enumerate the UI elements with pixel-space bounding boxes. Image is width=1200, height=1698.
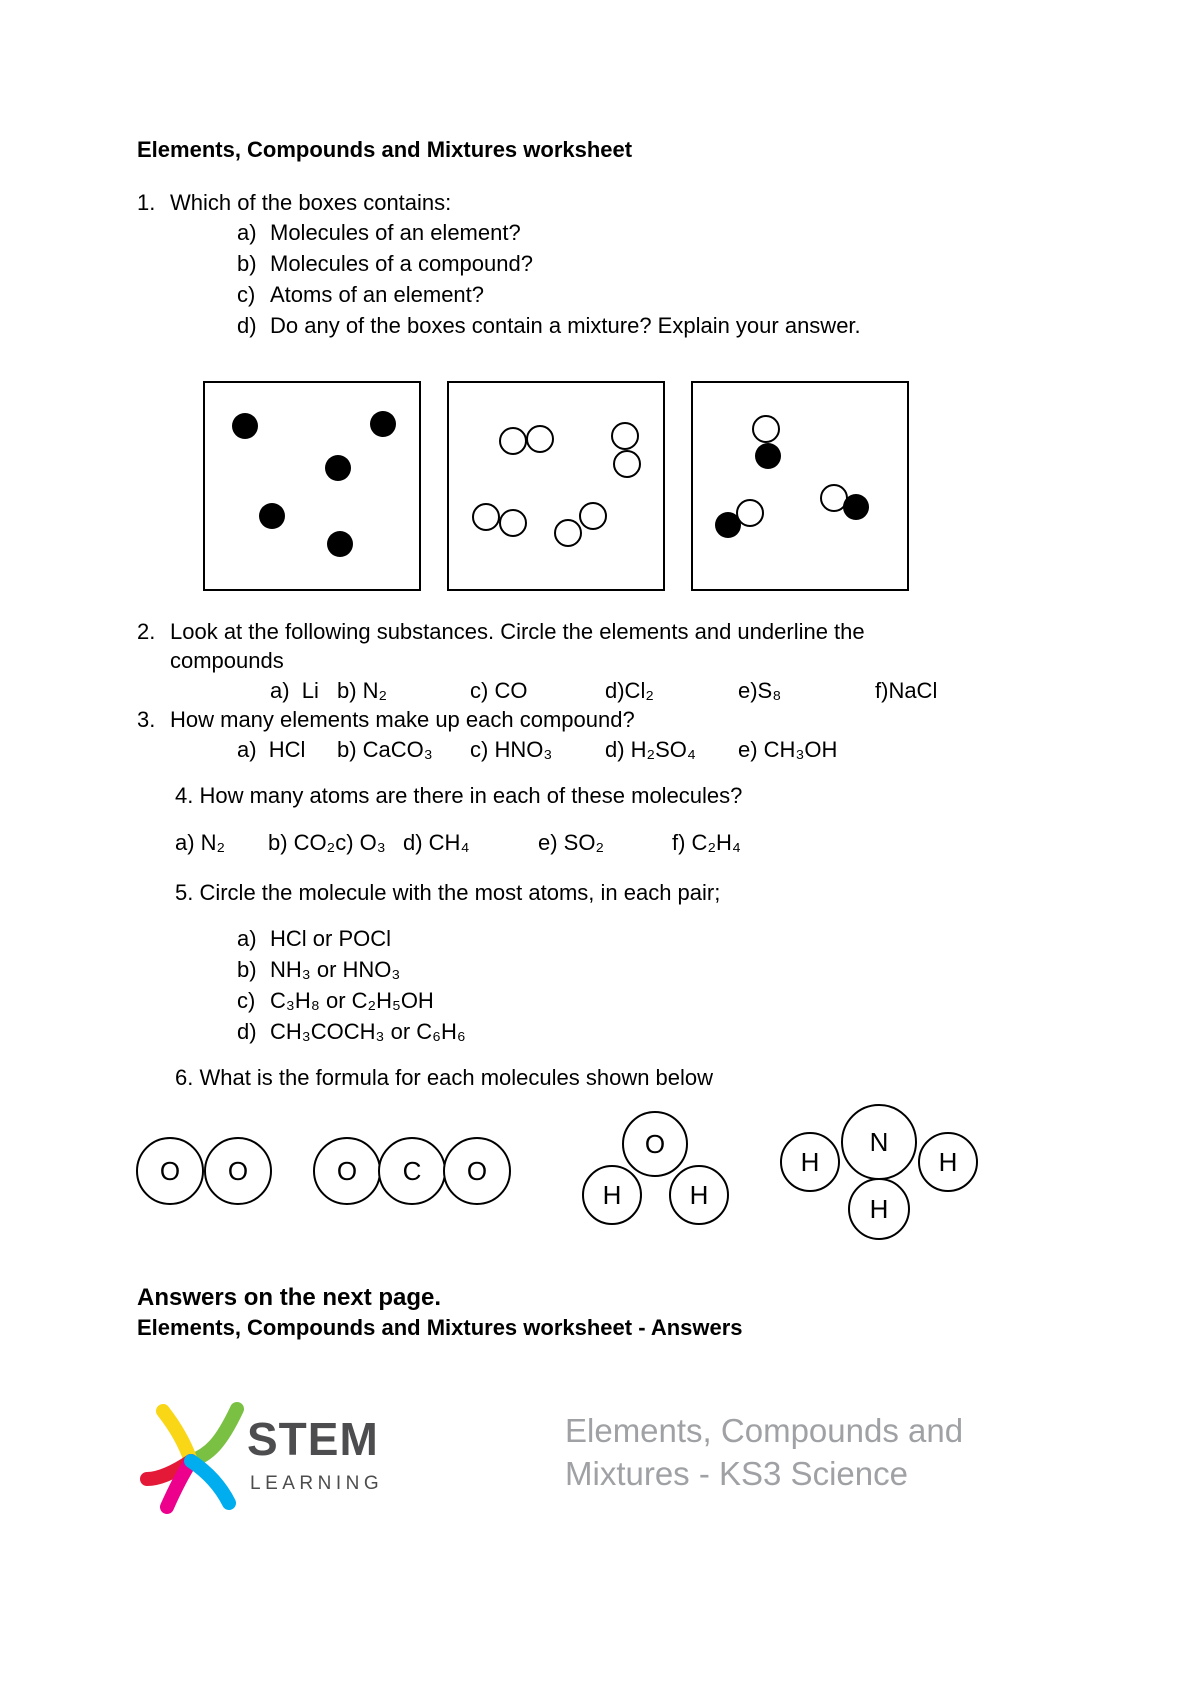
atom-circle	[580, 503, 606, 529]
atom-circle	[527, 426, 553, 452]
logo-stroke-green	[191, 1409, 237, 1461]
question-1-number: 1.	[137, 190, 156, 215]
question-3-options	[237, 735, 1117, 764]
q1-item-a-text: Molecules of an element?	[270, 220, 521, 245]
atoms-diagram	[205, 383, 419, 589]
q5-item-b-text: NH₃ or HNO₃	[270, 957, 401, 982]
q5-item-a-text: HCl or POCl	[270, 926, 392, 951]
atom-circle	[473, 504, 499, 530]
question-5-items	[237, 923, 1117, 1047]
q5-item-a	[237, 923, 1117, 954]
q2-option-e: e)S₈	[738, 678, 782, 703]
stem-logo-word: STEM	[247, 1413, 379, 1465]
q2-option-d: d)Cl₂	[605, 678, 654, 703]
question-3-number: 3.	[137, 707, 156, 732]
compound-molecules-diagram	[693, 383, 907, 589]
atom-circle	[755, 443, 781, 469]
footer	[137, 1399, 1117, 1569]
logo-stroke-blue	[191, 1461, 229, 1503]
q5-item-b	[237, 954, 1117, 985]
oxygen-molecule-diagram	[133, 1134, 275, 1208]
atom-circle	[370, 411, 396, 437]
atom-label: N	[869, 1127, 889, 1157]
q1-item-c	[237, 279, 1117, 310]
answers-note: Answers on the next page.	[137, 1284, 442, 1311]
q1-item-d-text: Do any of the boxes contain a mixture? Explain your answer.	[270, 313, 861, 338]
q1-item-c-label: c)	[237, 282, 256, 307]
footer-caption-line2: Mixtures - KS3 Science	[565, 1455, 908, 1492]
atom-circle	[555, 520, 581, 546]
atom-circle	[715, 512, 741, 538]
atom-label: O	[644, 1129, 666, 1159]
atom-label: H	[689, 1180, 709, 1210]
answers-title: Elements, Compounds and Mixtures worksheet - Answers	[137, 1315, 743, 1340]
diagram-box-atoms-of-element	[203, 381, 421, 591]
atom-circle	[327, 531, 353, 557]
atom-circle	[737, 500, 763, 526]
q1-item-d	[237, 310, 1117, 341]
question-5-text: 5. Circle the molecule with the most atoms, in each pair;	[175, 880, 721, 905]
q5-item-c-text: C₃H₈ or C₂H₅OH	[270, 988, 434, 1013]
q3-option-c: c) HNO₃	[470, 737, 553, 762]
atom-circle	[614, 451, 640, 477]
question-1-text: Which of the boxes contains:	[170, 190, 452, 215]
q4-option-e: e) SO₂	[538, 830, 604, 855]
atom-circle	[753, 416, 779, 442]
q4-option-d: d) CH₄	[403, 830, 470, 855]
page-title: Elements, Compounds and Mixtures worksheet	[137, 137, 633, 162]
atom-circle	[325, 455, 351, 481]
atom-label: H	[800, 1147, 820, 1177]
q5-item-b-label: b)	[237, 957, 257, 982]
atom-circle	[843, 494, 869, 520]
atom-label: O	[336, 1156, 358, 1186]
ammonia-molecule-diagram	[777, 1102, 981, 1247]
q3-option-e: e) CH₃OH	[738, 737, 838, 762]
q2-option-c: c) CO	[470, 678, 528, 703]
logo-stroke-yellow	[163, 1411, 191, 1461]
question-3-text: How many elements make up each compound?	[170, 707, 635, 732]
q1-item-c-text: Atoms of an element?	[270, 282, 485, 307]
atom-label: O	[466, 1156, 488, 1186]
q5-item-d-label: d)	[237, 1019, 257, 1044]
atom-circle	[500, 510, 526, 536]
q5-item-d	[237, 1016, 1117, 1047]
question-4-options	[175, 828, 1117, 857]
carbon-dioxide-molecule-diagram	[310, 1134, 514, 1208]
question-4-text: 4. How many atoms are there in each of these molecules?	[175, 783, 743, 808]
atom-label: O	[227, 1156, 249, 1186]
q5-item-d-text: CH₃COCH₃ or C₆H₆	[270, 1019, 466, 1044]
q3-option-d: d) H₂SO₄	[605, 737, 696, 762]
atom-circle	[500, 428, 526, 454]
atom-circle	[259, 503, 285, 529]
question-2	[137, 617, 1117, 675]
q2-option-a: a) Li	[270, 678, 319, 703]
atom-label: H	[938, 1147, 958, 1177]
atom-circle	[232, 413, 258, 439]
q1-item-b	[237, 248, 1117, 279]
question-2-options	[270, 676, 1117, 705]
q5-item-a-label: a)	[237, 926, 257, 951]
atom-label: H	[602, 1180, 622, 1210]
q4-option-f: f) C₂H₄	[672, 830, 741, 855]
q1-item-b-text: Molecules of a compound?	[270, 251, 533, 276]
q4-option-b: b) CO₂c) O₃	[268, 830, 386, 855]
question-2-number: 2.	[137, 619, 156, 644]
diagram-box-molecules-of-element	[447, 381, 665, 591]
q2-option-f: f)NaCl	[875, 678, 938, 703]
q1-item-d-label: d)	[237, 313, 257, 338]
atom-label: C	[402, 1156, 422, 1186]
diagram-box-molecules-of-compound	[691, 381, 909, 591]
water-molecule-diagram	[565, 1108, 741, 1230]
footer-caption	[565, 1409, 963, 1495]
stem-logo-subword: LEARNING	[250, 1473, 384, 1494]
q5-item-c-label: c)	[237, 988, 256, 1013]
question-1	[137, 188, 1117, 217]
question-3	[137, 705, 1117, 734]
element-molecules-diagram	[449, 383, 663, 589]
worksheet-page	[137, 136, 1117, 1569]
q5-item-c	[237, 985, 1117, 1016]
question-1-items	[237, 217, 1117, 341]
question-2-text: Look at the following substances. Circle the elements and underline the compounds	[170, 619, 865, 673]
q2-option-b: b) N₂	[337, 678, 388, 703]
atom-circle	[612, 423, 638, 449]
stem-learning-logo-icon	[137, 1399, 249, 1517]
q1-item-a	[237, 217, 1117, 248]
footer-caption-line1: Elements, Compounds and	[565, 1412, 964, 1449]
question-6-text: 6. What is the formula for each molecules shown below	[175, 1065, 714, 1090]
q1-item-b-label: b)	[237, 251, 257, 276]
q6-molecule-diagrams	[137, 1112, 1117, 1264]
q1-diagram-boxes	[203, 381, 1117, 591]
atom-label: H	[869, 1194, 889, 1224]
q1-item-a-label: a)	[237, 220, 257, 245]
q3-option-b: b) CaCO₃	[337, 737, 433, 762]
atom-label: O	[159, 1156, 181, 1186]
q4-option-a: a) N₂	[175, 830, 226, 855]
q3-option-a: a) HCl	[237, 737, 306, 762]
